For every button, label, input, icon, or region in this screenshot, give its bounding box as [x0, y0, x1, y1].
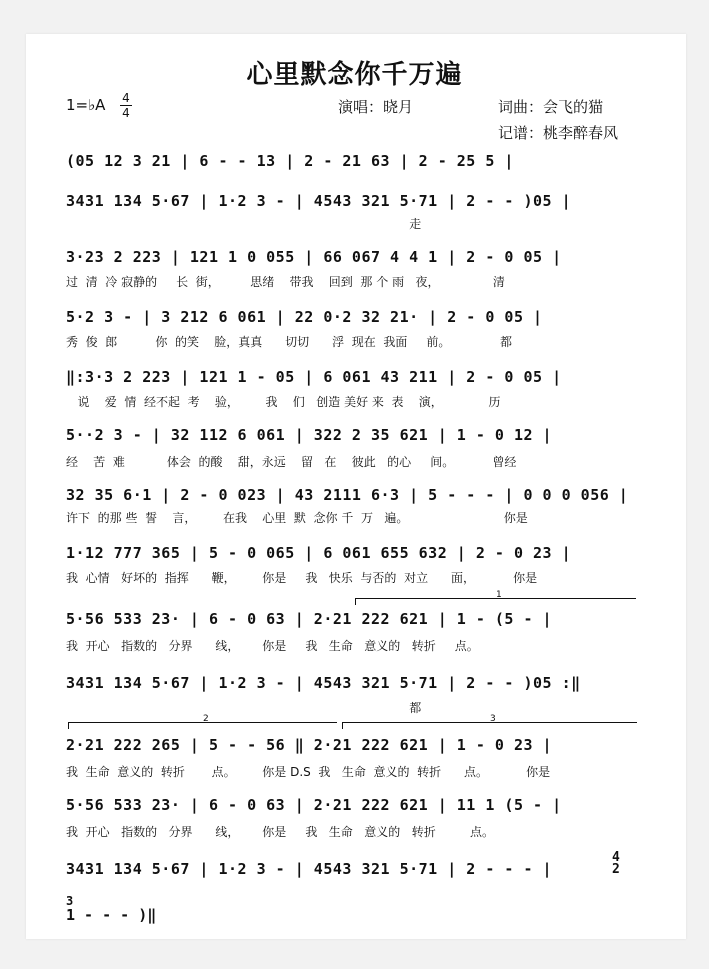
lyrics-line: 许下 的那 些 誓 言， 在我 心里 默 念你 千 万 遍。 你是 — [66, 511, 528, 525]
lyrics-line: 我 开心 指数的 分界 线， 你是 我 生命 意义的 转折 点。 — [66, 639, 479, 653]
singer-credit: 演唱：晓月 — [338, 98, 414, 116]
notes-line: 5·2 3 - | 3 212 6 061 | 22 0·2 32 21· | 2 - 0 05 | — [66, 308, 543, 326]
notes-line: 2·21 222 265 | 5 - - 56 ‖ 2·21 222 621 | 1 - 0 23 | — [66, 736, 553, 754]
final-notes-line: 1 - - - )‖ — [66, 906, 157, 924]
end-time-signature — [612, 852, 620, 876]
notes-line: 5·56 533 23· | 6 - 0 63 | 2·21 222 621 | 1 - (5 - | — [66, 610, 553, 628]
volta-bracket-1 — [355, 590, 636, 605]
end-time-sig-bottom: 2 — [612, 862, 620, 877]
lyrics-line: 走 — [66, 217, 422, 231]
notes-line: 5·56 533 23· | 6 - 0 63 | 2·21 222 621 | 11 1 (5 - | — [66, 796, 562, 814]
notes-line: 3431 134 5·67 | 1·2 3 - | 4543 321 5·71 | 2 - - )05 | — [66, 192, 572, 210]
notes-line: 1·12 777 365 | 5 - 0 065 | 6 061 655 632 | 2 - 0 23 | — [66, 544, 572, 562]
volta-number: 1 — [496, 590, 502, 600]
page-title: 心里默念你千万遍 — [246, 60, 463, 90]
lyrics-line: 说 爱 情 经不起 考 验， 我 们 创造 美好 来 表 演， 历 — [66, 395, 501, 409]
time-sig-top: 4 — [122, 91, 130, 105]
lyrics-line: 过 清 冷 寂静的 长 街， 思绪 带我 回到 那 个 雨 夜， 清 — [66, 275, 505, 289]
notes-line: 3·23 2 223 | 121 1 0 055 | 66 067 4 4 1 | 2 - 0 05 | — [66, 248, 562, 266]
lyrics-line: 秀 俊 郎 你 的笑 脸，真真 切切 浮 现在 我面 前。 都 — [66, 335, 512, 349]
volta-bracket-3 — [342, 714, 637, 729]
notes-line: (05 12 3 21 | 6 - - 13 | 2 - 21 63 | 2 - 25 5 | — [66, 152, 514, 170]
volta-number: 2 — [203, 714, 209, 724]
lyrics-line: 我 生命 意义的 转折 点。 你是 D.S 我 生命 意义的 转折 点。 你是 — [66, 765, 551, 779]
transcriber-credit: 记谱：桃李醉春风 — [498, 124, 619, 142]
notes-line: 32 35 6·1 | 2 - 0 023 | 43 2111 6·3 | 5 - - - | 0 0 0 056 | — [66, 486, 629, 504]
notes-line: 3431 134 5·67 | 1·2 3 - | 4543 321 5·71 | 2 - - )05 :‖ — [66, 674, 581, 692]
lyrics-line: 经 苦 难 体会 的酸 甜，永远 留 在 彼此 的心 间。 曾经 — [66, 455, 517, 469]
lyrics-line: 我 开心 指数的 分界 线， 你是 我 生命 意义的 转折 点。 — [66, 825, 495, 839]
time-sig-bottom: 4 — [122, 106, 130, 120]
lyrics-line: 都 — [66, 701, 422, 715]
volta-number: 3 — [490, 714, 496, 724]
notes-line: ‖:3·3 2 223 | 121 1 - 05 | 6 061 43 211 | 2 - 0 05 | — [66, 368, 562, 386]
volta-bracket-2 — [68, 714, 337, 729]
time-signature — [120, 92, 132, 119]
end-time-sig-top: 4 — [612, 850, 620, 865]
key-signature: 1=♭A — [66, 96, 106, 114]
final-time-signature: 3 — [66, 894, 74, 908]
lyrics-line: 我 心情 好坏的 指挥 鞭， 你是 我 快乐 与否的 对立 面， 你是 — [66, 571, 538, 585]
notes-line: 3431 134 5·67 | 1·2 3 - | 4543 321 5·71 | 2 - - - | — [66, 860, 553, 878]
composer-credit: 词曲：会飞的猫 — [498, 98, 604, 116]
notes-line: 5··2 3 - | 32 112 6 061 | 322 2 35 621 | 1 - 0 12 | — [66, 426, 553, 444]
